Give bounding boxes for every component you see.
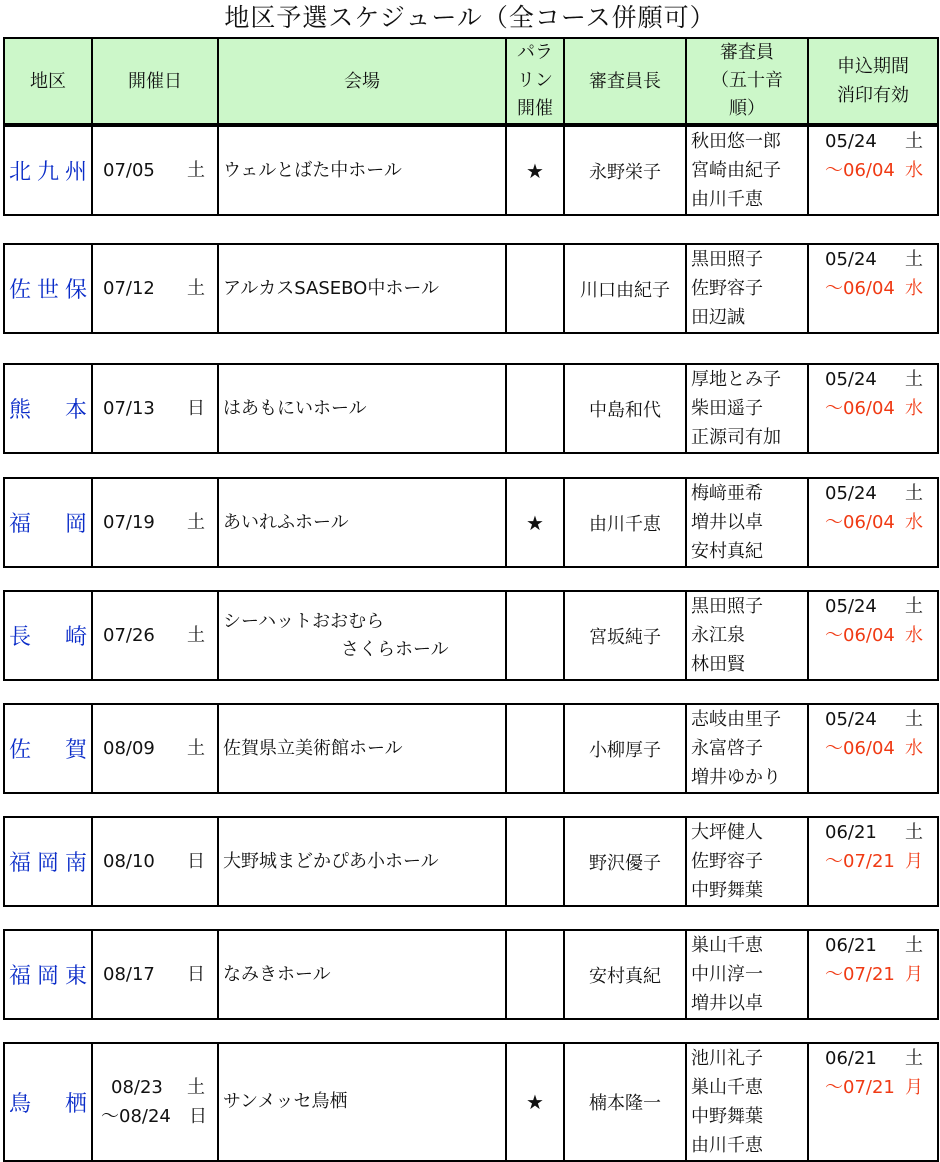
date-cell (92, 364, 218, 453)
period-cell (808, 704, 938, 793)
period-end-day: 水 (905, 278, 923, 299)
header-venue: 会場 (218, 38, 506, 124)
region-char: 保 (64, 278, 87, 303)
region-cell (4, 244, 92, 333)
region-char: 九 (36, 160, 59, 185)
region-name (9, 1087, 91, 1118)
region-char: 崎 (64, 625, 87, 650)
period-cell (808, 591, 938, 680)
date-value: 07/19 (103, 512, 155, 533)
region-cell (4, 1043, 92, 1161)
period-start-date: 05/24 (825, 369, 877, 390)
date-value: 07/05 (103, 160, 155, 181)
chief-judge: 楠本隆一 (564, 1043, 686, 1161)
judge-name: 佐野容子 (691, 851, 763, 872)
venue-line: さくらホール (341, 638, 449, 660)
para-cell: ★ (506, 1043, 564, 1161)
judge-name: 大坪健人 (691, 822, 763, 843)
judge-name: 巣山千恵 (691, 935, 763, 956)
period-start (825, 245, 923, 274)
region-char: 賀 (64, 738, 87, 763)
header-judges: 審査員 （五十音 順） (686, 38, 808, 124)
judges-cell (686, 478, 808, 567)
para-cell (506, 244, 564, 333)
judge-name: 増井以卓 (691, 993, 763, 1014)
schedule-row-table (3, 929, 939, 1020)
venue-line: はあもにいホール (223, 397, 367, 419)
period-end-day: 水 (905, 738, 923, 759)
judge-name: 中野舞葉 (691, 1106, 763, 1127)
judge-name: 中川淳一 (691, 964, 763, 985)
period-end-date: ～06/04 (825, 512, 895, 533)
date-line (103, 156, 217, 185)
region-char: 南 (64, 851, 87, 876)
table-row (4, 817, 938, 906)
period-end (825, 1073, 923, 1102)
judge-name: 宮崎由紀子 (691, 160, 781, 181)
period-start-day: 土 (905, 709, 923, 730)
period-end-day: 月 (905, 964, 923, 985)
period-start (825, 592, 923, 621)
schedule-row-table (3, 363, 939, 454)
region-char: 岡 (64, 512, 87, 537)
page-title: 地区予選スケジュール（全コース併願可） (224, 3, 716, 32)
judge-name: 増井以卓 (691, 512, 763, 533)
venue-cell (218, 126, 506, 215)
period-start (825, 479, 923, 508)
judge-name: 黒田照子 (691, 249, 763, 270)
period-cell (808, 1043, 938, 1161)
date-value: 07/13 (103, 398, 155, 419)
region-char: 佐 (9, 278, 32, 303)
period-start-date: 05/24 (825, 483, 877, 504)
period-end-day: 水 (905, 512, 923, 533)
date-value: 08/09 (103, 738, 155, 759)
para-cell (506, 364, 564, 453)
period-end-day: 月 (905, 1077, 923, 1098)
judge-name: 黒田照子 (691, 596, 763, 617)
date-cell (92, 126, 218, 215)
schedule-row-table (3, 243, 939, 334)
region-char: 岡 (36, 851, 59, 876)
period-start-date: 05/24 (825, 249, 877, 270)
venue-cell (218, 244, 506, 333)
period-cell (808, 244, 938, 333)
period-start-day: 土 (905, 1048, 923, 1069)
period-end-date: ～06/04 (825, 278, 895, 299)
judge-name: 志岐由里子 (691, 709, 781, 730)
table-row (4, 126, 938, 215)
judge-name: 秋田悠一郎 (691, 131, 781, 152)
date-day: 土 (187, 1077, 205, 1098)
region-char: 福 (9, 512, 32, 537)
judge-name: 増井ゆかり (691, 767, 781, 788)
schedule-row-table (3, 125, 939, 216)
period-end-day: 月 (905, 851, 923, 872)
judge-name: 林田賢 (691, 654, 745, 675)
period-start (825, 365, 923, 394)
schedule-row-table (3, 477, 939, 568)
date-line (103, 394, 217, 423)
date-day: 日 (187, 851, 205, 872)
region-char: 鳥 (9, 1091, 32, 1117)
region-name (9, 620, 91, 651)
date-value: 08/17 (103, 964, 155, 985)
judges-cell (686, 591, 808, 680)
judges-cell (686, 364, 808, 453)
period-start-day: 土 (905, 483, 923, 504)
date-day: 土 (187, 512, 205, 533)
judge-name: 正源司有加 (691, 427, 781, 448)
region-cell (4, 930, 92, 1019)
period-end-date: ～06/04 (825, 738, 895, 759)
schedule-row-table (3, 816, 939, 907)
period-end-date: ～07/21 (825, 1077, 895, 1098)
chief-judge: 由川千恵 (564, 478, 686, 567)
period-cell (808, 364, 938, 453)
date-line (103, 274, 217, 303)
period-start (825, 818, 923, 847)
venue-line: サンメッセ鳥栖 (223, 1091, 348, 1112)
period-cell (808, 930, 938, 1019)
period-end-date: ～06/04 (825, 625, 895, 646)
judges-cell (686, 244, 808, 333)
region-char: 北 (9, 160, 32, 185)
chief-judge: 宮坂純子 (564, 591, 686, 680)
para-cell (506, 817, 564, 906)
region-char: 佐 (9, 738, 32, 763)
schedule-row-table (3, 703, 939, 794)
period-start-day: 土 (905, 369, 923, 390)
judge-name: 池川礼子 (691, 1048, 763, 1069)
para-cell: ★ (506, 478, 564, 567)
judge-name: 由川千恵 (691, 1135, 763, 1156)
period-end (825, 847, 923, 876)
date-cell (92, 478, 218, 567)
date-value: 08/23 (111, 1077, 163, 1098)
judge-name: 由川千恵 (691, 189, 763, 210)
period-start (825, 705, 923, 734)
period-end-date: ～07/21 (825, 964, 895, 985)
judges-cell (686, 704, 808, 793)
region-cell (4, 478, 92, 567)
region-name (9, 393, 91, 424)
period-end (825, 508, 923, 537)
header-para: パラ リン 開催 (506, 38, 564, 124)
table-row (4, 591, 938, 680)
region-cell (4, 704, 92, 793)
chief-judge: 小柳厚子 (564, 704, 686, 793)
period-start-day: 土 (905, 249, 923, 270)
para-cell (506, 591, 564, 680)
venue-cell (218, 704, 506, 793)
date-day: 土 (187, 278, 205, 299)
venue-line: シーハットおおむら (223, 610, 385, 632)
venue-line: なみきホール (223, 963, 331, 985)
region-char: 岡 (36, 964, 59, 989)
period-end-day: 水 (905, 625, 923, 646)
judge-name: 厚地とみ子 (691, 369, 781, 390)
period-start-day: 土 (905, 935, 923, 956)
venue-cell (218, 478, 506, 567)
region-char: 長 (9, 625, 32, 650)
header-chief: 審査員長 (564, 38, 686, 124)
table-row (4, 244, 938, 333)
schedule-row-table (3, 1042, 939, 1162)
period-end-date: ～06/04 (825, 398, 895, 419)
schedule-row-table (3, 590, 939, 681)
header-region: 地区 (4, 38, 92, 124)
period-end (825, 274, 923, 303)
judge-name: 柴田遥子 (691, 398, 763, 419)
date-line (103, 960, 217, 989)
date-line (103, 621, 217, 650)
period-start-day: 土 (905, 131, 923, 152)
judge-name: 梅﨑亜希 (691, 483, 763, 504)
judge-name: 巣山千恵 (691, 1077, 763, 1098)
period-cell (808, 126, 938, 215)
period-start-day: 土 (905, 596, 923, 617)
period-start-date: 06/21 (825, 822, 877, 843)
header-period: 申込期間 消印有効 (808, 38, 938, 124)
date-cell (92, 930, 218, 1019)
venue-line: ウェルとばた中ホール (223, 159, 402, 181)
period-start-date: 05/24 (825, 131, 877, 152)
period-end-day: 水 (905, 398, 923, 419)
period-start-date: 05/24 (825, 709, 877, 730)
date-line (101, 1073, 217, 1102)
judge-name: 安村真紀 (691, 541, 763, 562)
date-line (103, 734, 217, 763)
table-row (4, 930, 938, 1019)
schedule-header (3, 37, 939, 125)
date-line (103, 847, 217, 876)
date-day: 土 (187, 625, 205, 646)
date-day: 日 (187, 964, 205, 985)
judge-name: 田辺誠 (691, 307, 745, 328)
region-char: 福 (9, 964, 32, 989)
judge-name: 永富啓子 (691, 738, 763, 759)
date-day: 日 (187, 398, 205, 419)
para-cell: ★ (506, 126, 564, 215)
region-char: 熊 (9, 398, 32, 423)
judge-name: 永江泉 (691, 625, 745, 646)
date-line (103, 508, 217, 537)
judge-name: 佐野容子 (691, 278, 763, 299)
para-cell (506, 930, 564, 1019)
date-day: 土 (187, 160, 205, 181)
venue-line: 大野城まどかぴあ小ホール (223, 850, 439, 872)
region-char: 福 (9, 851, 32, 876)
date-cell (92, 591, 218, 680)
date-value: 08/10 (103, 851, 155, 872)
header-date: 開催日 (92, 38, 218, 124)
venue-cell (218, 930, 506, 1019)
date-value: 07/12 (103, 278, 155, 299)
table-row (4, 478, 938, 567)
period-start-date: 06/21 (825, 935, 877, 956)
period-end (825, 621, 923, 650)
region-char: 本 (64, 398, 87, 423)
table-row (4, 704, 938, 793)
judges-cell (686, 1043, 808, 1161)
date-cell (92, 244, 218, 333)
region-cell (4, 364, 92, 453)
region-cell (4, 817, 92, 906)
region-cell (4, 126, 92, 215)
region-name (9, 959, 91, 990)
period-start (825, 127, 923, 156)
chief-judge: 永野栄子 (564, 126, 686, 215)
venue-cell (218, 364, 506, 453)
venue-cell (218, 591, 506, 680)
table-row (4, 364, 938, 453)
region-char: 東 (64, 964, 87, 989)
region-name (9, 733, 91, 764)
region-name (9, 155, 91, 186)
region-name (9, 846, 91, 877)
region-name (9, 507, 91, 538)
date-value: ～08/24 (101, 1106, 171, 1127)
period-end (825, 960, 923, 989)
period-end (825, 156, 923, 185)
judge-name: 中野舞葉 (691, 880, 763, 901)
period-end (825, 734, 923, 763)
date-value: 07/26 (103, 625, 155, 646)
date-line (101, 1102, 217, 1131)
region-char: 州 (64, 160, 87, 185)
period-end-day: 水 (905, 160, 923, 181)
date-cell (92, 817, 218, 906)
venue-line: 佐賀県立美術館ホール (223, 737, 403, 759)
period-cell (808, 478, 938, 567)
venue-cell (218, 1043, 506, 1161)
period-start (825, 1044, 923, 1073)
table-row (4, 1043, 938, 1161)
chief-judge: 川口由紀子 (564, 244, 686, 333)
region-cell (4, 591, 92, 680)
venue-cell (218, 817, 506, 906)
period-start (825, 931, 923, 960)
date-cell (92, 1043, 218, 1161)
period-end (825, 394, 923, 423)
date-day: 日 (189, 1106, 207, 1127)
venue-line: あいれふホール (223, 511, 349, 533)
chief-judge: 中島和代 (564, 364, 686, 453)
date-cell (92, 704, 218, 793)
judges-cell (686, 126, 808, 215)
chief-judge: 野沢優子 (564, 817, 686, 906)
period-start-date: 06/21 (825, 1048, 877, 1069)
venue-line: アルカスSASEBO中ホール (223, 277, 439, 299)
period-start-day: 土 (905, 822, 923, 843)
region-char: 栖 (64, 1091, 87, 1117)
judges-cell (686, 930, 808, 1019)
para-cell (506, 704, 564, 793)
chief-judge: 安村真紀 (564, 930, 686, 1019)
period-end-date: ～06/04 (825, 160, 895, 181)
date-day: 土 (187, 738, 205, 759)
period-cell (808, 817, 938, 906)
period-start-date: 05/24 (825, 596, 877, 617)
judges-cell (686, 817, 808, 906)
region-name (9, 273, 91, 304)
region-char: 世 (36, 278, 59, 303)
period-end-date: ～07/21 (825, 851, 895, 872)
